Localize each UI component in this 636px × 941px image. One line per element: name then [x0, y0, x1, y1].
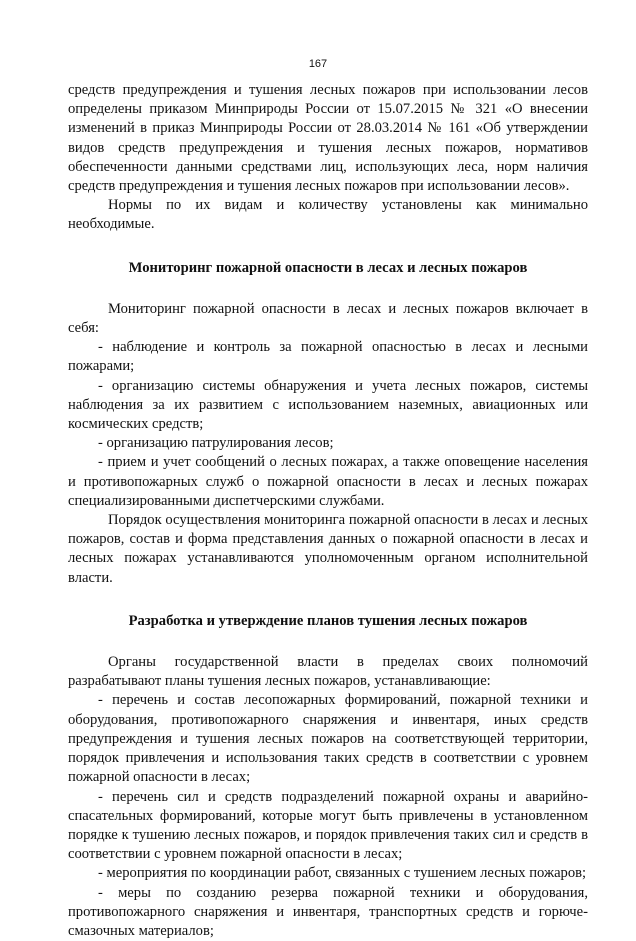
page-number: 167: [308, 58, 328, 70]
monitoring-lead-paragraph: Мониторинг пожарной опасности в лесах и лесных пожаров включает в себя:: [68, 300, 588, 337]
section-heading-plans: Разработка и утверждение планов тушения лесных пожаров: [128, 612, 528, 629]
list-item: - мероприятия по координации работ, связанных с тушением лесных пожаров;: [98, 865, 587, 882]
list-item: - меры по созданию резерва пожарной техники и оборудования, противопожарного снаряжения и инвентаря, транспортных средств и горюче-смазочных материалов;: [68, 884, 588, 939]
section-heading-monitoring: Мониторинг пожарной опасности в лесах и лесных пожаров: [128, 259, 528, 276]
plans-lead-paragraph: Органы государственной власти в пределах своих полномочий разрабатывают планы тушения лесных пожаров, устанавливающие:: [68, 654, 588, 690]
norms-paragraph: Нормы по их видам и количеству установлены как минимально необходимые.: [68, 197, 588, 233]
list-item: - организацию патрулирования лесов;: [98, 435, 334, 452]
list-item: - перечень сил и средств подразделений пожарной охраны и аварийно-спасательных формирований, которые могут быть привлечены в установленном порядке к тушению лесных пожаров, и порядок привлечения таких сил и средств в соответствии с уровнем пожарной опасности в лесах;: [68, 788, 588, 863]
list-item: - наблюдение и контроль за пожарной опасностью в лесах и лесными пожарами;: [68, 339, 588, 375]
intro-paragraph: средств предупреждения и тушения лесных пожаров при использовании лесов определены приказом Минприроды России от 15.07.2015 № 321 «О внесении изменений в приказ Минприроды России от 28.03.2014 № 161 «Об утверждении видов средств предупреждения и тушения лесных пожаров, нормативов обеспеченности данными средствами лиц, использующих леса, норм наличия средств предупреждения и тушения лесных пожаров при использовании лесов».: [68, 82, 588, 195]
page-body: [68, 81, 588, 941]
list-item: - прием и учет сообщений о лесных пожарах, а также оповещение населения и противопожарных служб о пожарной опасности в лесах и лесных пожарах специализированными диспетчерскими службами.: [68, 454, 588, 509]
list-item: - перечень и состав лесопожарных формирований, пожарной техники и оборудования, противопожарного снаряжения и инвентаря, иных средств предупреждения и тушения лесных пожаров на соответствующей территории, порядок привлечения и использования таких средств в соответствии с уровнем пожарной опасности в лесах;: [68, 692, 588, 786]
monitoring-closing-paragraph: Порядок осуществления мониторинга пожарной опасности в лесах и лесных пожаров, состав и форма представления данных о пожарной опасности в лесах и лесных пожарах устанавливаются уполномоченным органом исполнительной власти.: [68, 512, 588, 586]
list-item: - организацию системы обнаружения и учета лесных пожаров, системы наблюдения за их развитием с использованием наземных, авиационных или космических средств;: [68, 377, 588, 433]
